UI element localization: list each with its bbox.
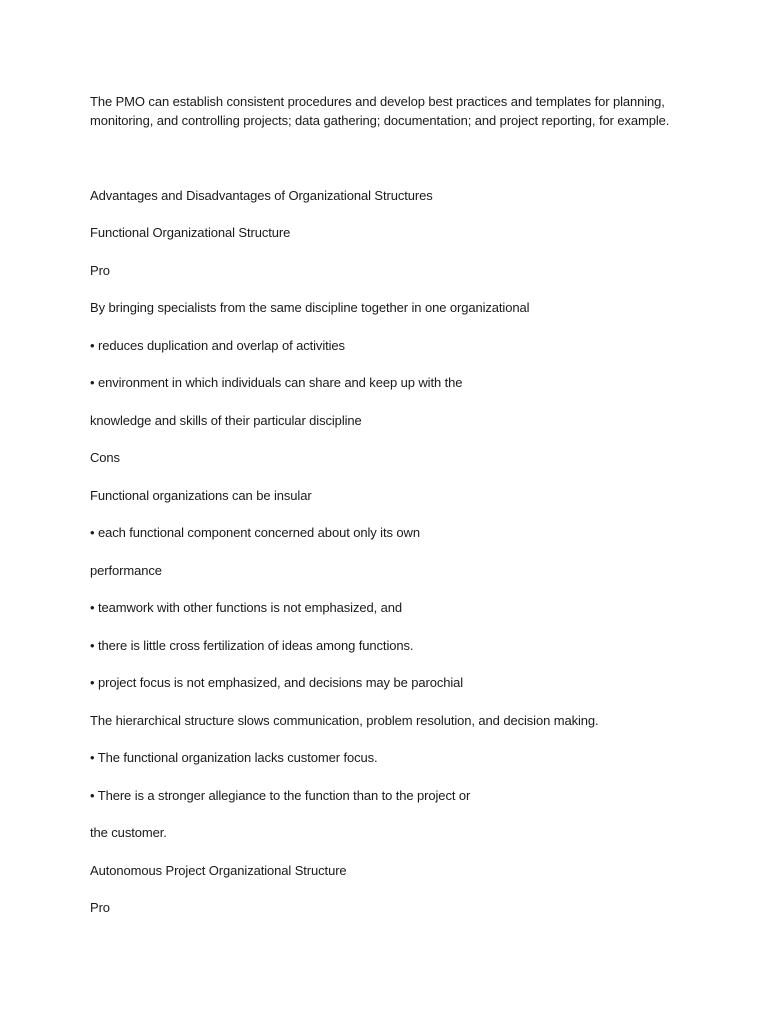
bullet-item: • project focus is not emphasized, and decisions may be parochial xyxy=(90,675,464,690)
label-pro: Pro xyxy=(90,900,110,915)
text-line: the customer. xyxy=(90,825,167,840)
text-line: knowledge and skills of their particular discipline xyxy=(90,413,362,428)
text-line: performance xyxy=(90,563,162,578)
bullet-item: • reduces duplication and overlap of activities xyxy=(90,338,345,353)
heading-autonomous-structure: Autonomous Project Organizational Structure xyxy=(90,863,347,878)
intro-paragraph: The PMO can establish consistent procedures and develop best practices and templates for planning, monitoring, and controlling projects; data gathering; documentation; and project reporting, for example. xyxy=(90,94,670,128)
heading-advantages-disadvantages: Advantages and Disadvantages of Organizational Structures xyxy=(90,188,433,203)
text-line: The hierarchical structure slows communication, problem resolution, and decision making. xyxy=(90,713,599,728)
bullet-item: • There is a stronger allegiance to the function than to the project or xyxy=(90,788,471,803)
bullet-item: • there is little cross fertilization of ideas among functions. xyxy=(90,638,414,653)
label-pro: Pro xyxy=(90,263,110,278)
bullet-item: • The functional organization lacks customer focus. xyxy=(90,750,378,765)
label-cons: Cons xyxy=(90,450,120,465)
bullet-item: • environment in which individuals can share and keep up with the xyxy=(90,375,463,390)
bullet-item: • teamwork with other functions is not emphasized, and xyxy=(90,600,403,615)
text-line: By bringing specialists from the same discipline together in one organizational xyxy=(90,300,530,315)
bullet-item: • each functional component concerned about only its own xyxy=(90,525,420,540)
heading-functional-structure: Functional Organizational Structure xyxy=(90,225,291,240)
text-line: Functional organizations can be insular xyxy=(90,488,312,503)
